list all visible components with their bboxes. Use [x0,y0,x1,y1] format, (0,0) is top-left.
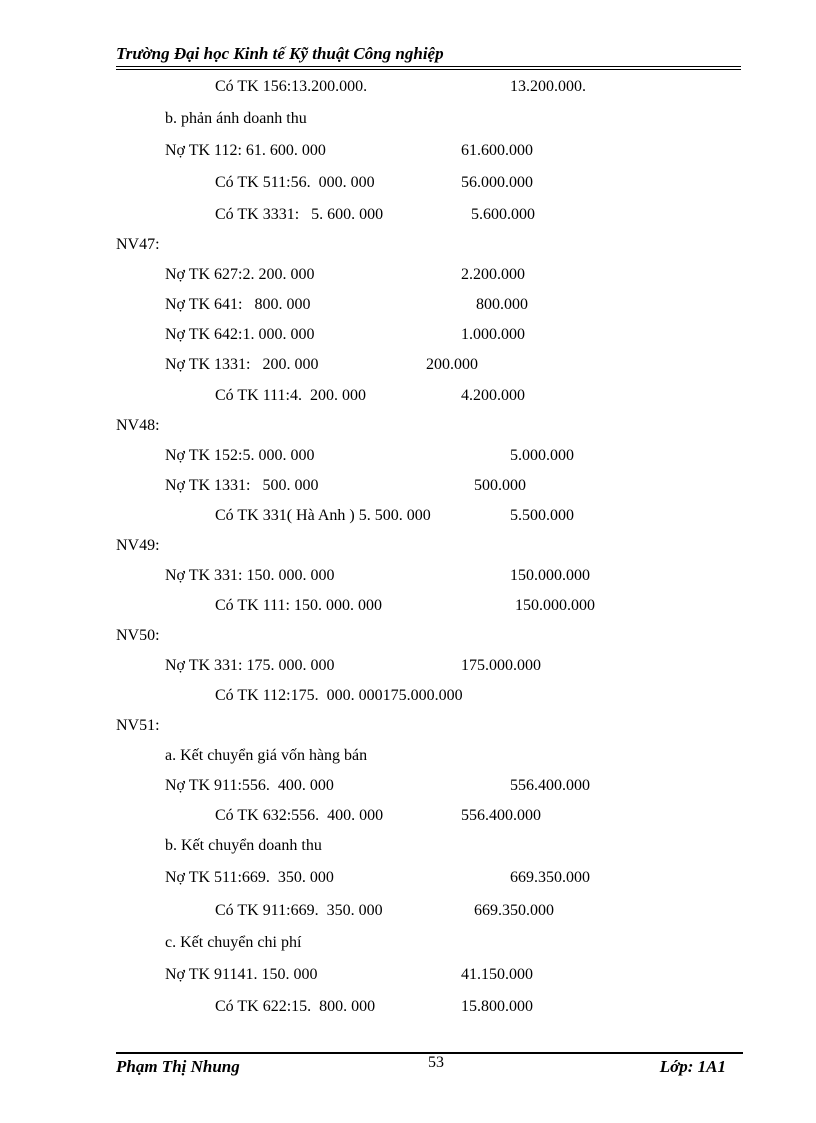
entry-amount: 200.000 [426,356,478,373]
entry-line: Có TK 911:669. 350. 000 [215,902,383,919]
entry-line: Có TK 112:175. 000. 000175.000.000 [215,687,463,704]
entry-amount: 150.000.000 [510,567,590,584]
entry-line: Nợ TK 331: 150. 000. 000 [165,567,335,584]
entry-line: Nợ TK 641: 800. 000 [165,296,311,313]
entry-line: Có TK 622:15. 800. 000 [215,998,376,1015]
header-rule-2 [116,69,741,70]
entry-amount: 175.000.000 [461,657,541,674]
section-heading: b. phản ánh doanh thu [165,110,307,127]
entry-amount: 41.150.000 [461,966,533,983]
transaction-label: NV49: [116,537,160,554]
header-rule [116,66,741,67]
transaction-label: NV48: [116,417,160,434]
entry-amount: 500.000 [474,477,526,494]
entry-line: Nợ TK 331: 175. 000. 000 [165,657,335,674]
entry-line: Có TK 111: 150. 000. 000 [215,597,382,614]
entry-amount: 150.000.000 [515,597,595,614]
entry-line: Nợ TK 152:5. 000. 000 [165,447,315,464]
entry-line: Nợ TK 112: 61. 600. 000 [165,142,326,159]
entry-line: Có TK 511:56. 000. 000 [215,174,375,191]
section-heading: a. Kết chuyển giá vốn hàng bán [165,747,368,764]
section-heading: c. Kết chuyển chi phí [165,934,302,951]
entry-line: Có TK 331( Hà Anh ) 5. 500. 000 [215,507,431,524]
entry-amount: 556.400.000 [461,807,541,824]
entry-amount: 61.600.000 [461,142,533,159]
entry-amount: 13.200.000. [510,78,586,95]
transaction-label: NV47: [116,236,160,253]
entry-line: Nợ TK 1331: 500. 000 [165,477,319,494]
footer-author: Phạm Thị Nhung [116,1057,240,1076]
section-heading: b. Kết chuyển doanh thu [165,837,322,854]
entry-amount: 669.350.000 [510,869,590,886]
entry-line: Nợ TK 1331: 200. 000 [165,356,319,373]
footer-class: Lớp: 1A1 [659,1057,726,1076]
entry-line: Có TK 156:13.200.000. [215,78,368,95]
transaction-label: NV50: [116,627,160,644]
entry-amount: 800.000 [476,296,528,313]
entry-amount: 5.600.000 [471,206,535,223]
entry-line: Có TK 632:556. 400. 000 [215,807,384,824]
entry-line: Nợ TK 91141. 150. 000 [165,966,318,983]
entry-amount: 2.200.000 [461,266,525,283]
entry-amount: 5.000.000 [510,447,574,464]
entry-amount: 5.500.000 [510,507,574,524]
entry-line: Nợ TK 511:669. 350. 000 [165,869,334,886]
entry-amount: 56.000.000 [461,174,533,191]
entry-amount: 556.400.000 [510,777,590,794]
entry-amount: 1.000.000 [461,326,525,343]
entry-amount: 15.800.000 [461,998,533,1015]
entry-amount: 669.350.000 [474,902,554,919]
entry-line: Có TK 111:4. 200. 000 [215,387,366,404]
page-number: 53 [428,1054,444,1071]
entry-line: Có TK 3331: 5. 600. 000 [215,206,384,223]
entry-line: Nợ TK 642:1. 000. 000 [165,326,315,343]
entry-amount: 4.200.000 [461,387,525,404]
entry-line: Nợ TK 627:2. 200. 000 [165,266,315,283]
transaction-label: NV51: [116,717,160,734]
page-header: Trường Đại học Kinh tế Kỹ thuật Công nghiệp [116,44,444,63]
entry-line: Nợ TK 911:556. 400. 000 [165,777,334,794]
